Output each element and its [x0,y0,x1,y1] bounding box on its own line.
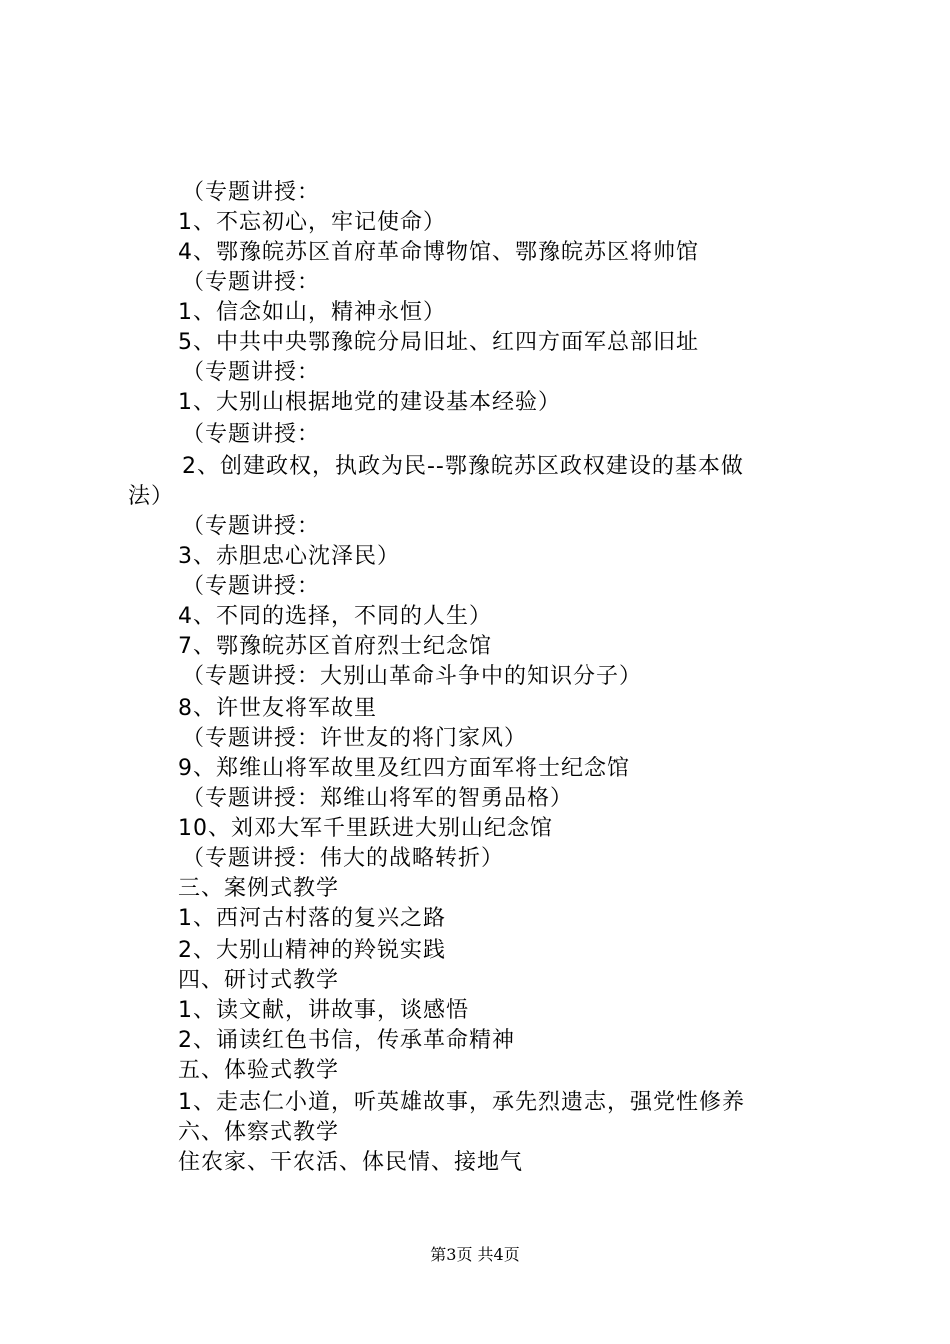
text-line: 7、鄂豫皖苏区首府烈士纪念馆 [178,634,492,659]
page-footer: 第3页 共4页 [430,1245,520,1264]
text-line: 住农家、干农活、体民情、接地气 [178,1150,524,1175]
text-line: （专题讲授：郑维山将军的智勇品格） [182,786,574,811]
text-line: 1、走志仁小道，听英雄故事，承先烈遗志，强党性修养 [178,1090,745,1115]
text-line: 5、中共中央鄂豫皖分局旧址、红四方面军总部旧址 [178,330,699,355]
section-heading: 六、体察式教学 [178,1120,340,1145]
text-line: 2、诵读红色书信，传承革命精神 [178,1028,515,1053]
text-line: 10、刘邓大军千里跃进大别山纪念馆 [178,816,553,841]
section-heading: 五、体验式教学 [178,1058,340,1083]
text-line: （专题讲授： [182,180,321,205]
text-line: （专题讲授：大别山革命斗争中的知识分子） [182,664,643,689]
text-line: 4、鄂豫皖苏区首府革命博物馆、鄂豫皖苏区将帅馆 [178,240,699,265]
text-line: 1、西河古村落的复兴之路 [178,906,446,931]
text-line: 2、创建政权，执政为民--鄂豫皖苏区政权建设的基本做 [182,454,744,479]
text-line: （专题讲授： [182,514,321,539]
section-heading: 三、案例式教学 [178,876,340,901]
text-line: （专题讲授：许世友的将门家风） [182,726,528,751]
text-line: 9、郑维山将军故里及红四方面军将士纪念馆 [178,756,630,781]
text-line: （专题讲授： [182,574,321,599]
text-line: （专题讲授： [182,422,321,447]
text-line: 1、读文献，讲故事，谈感悟 [178,998,469,1023]
text-line: （专题讲授：伟大的战略转折） [182,846,505,871]
text-line: 1、大别山根据地党的建设基本经验） [178,390,561,415]
text-line: （专题讲授： [182,270,321,295]
text-line: 8、许世友将军故里 [178,696,377,721]
text-line: 3、赤胆忠心沈泽民） [178,544,400,569]
section-heading: 四、研讨式教学 [178,968,340,993]
text-line: 1、信念如山，精神永恒） [178,300,446,325]
text-line: 4、不同的选择，不同的人生） [178,604,492,629]
text-line-wrapped: 法） [128,484,175,509]
text-line: （专题讲授： [182,360,321,385]
text-line: 2、大别山精神的羚锐实践 [178,938,446,963]
text-line: 1、不忘初心，牢记使命） [178,210,446,235]
